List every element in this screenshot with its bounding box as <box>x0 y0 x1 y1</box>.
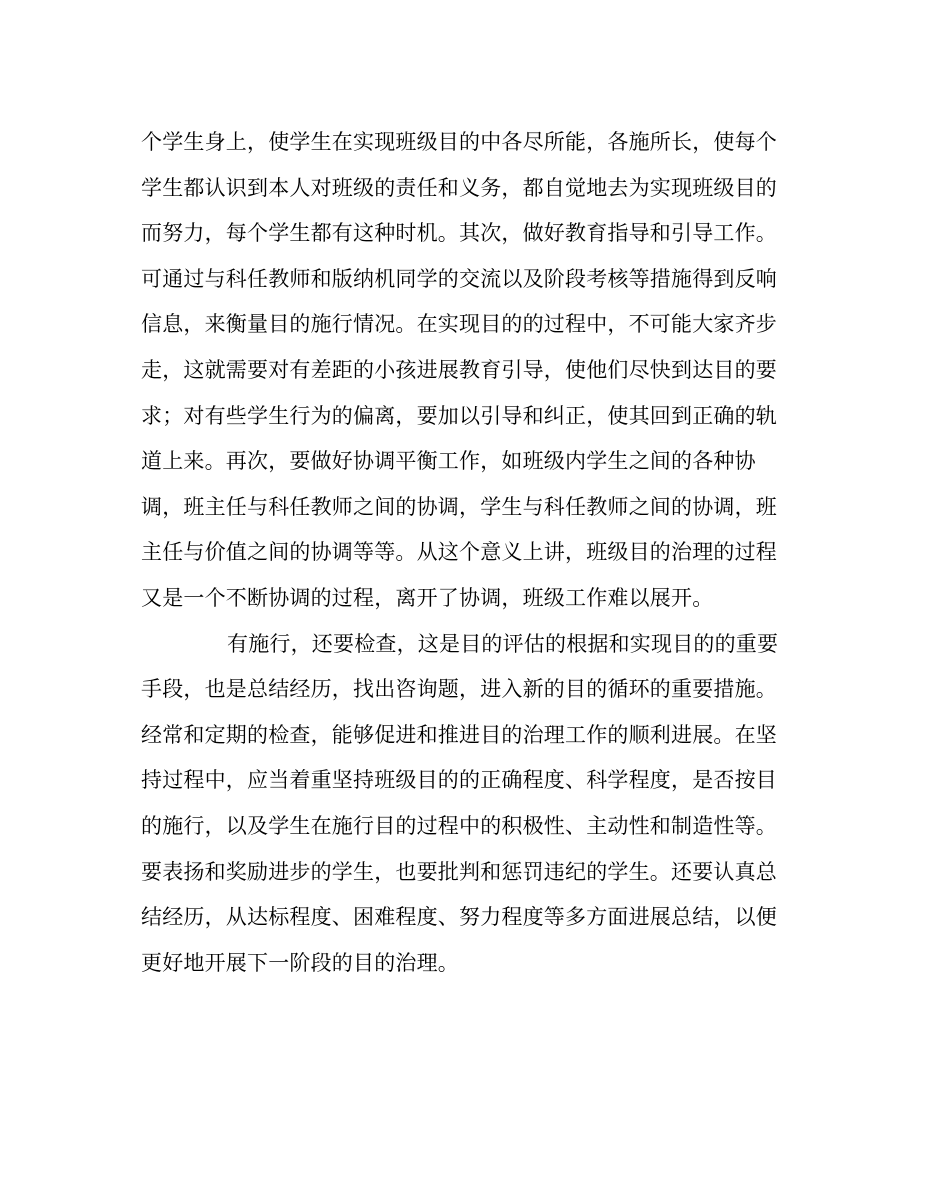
text-line: 主任与价值之间的协调等等。从这个意义上讲，班级目的治理的过程 <box>141 540 777 565</box>
text-line: 要表扬和奖励进步的学生，也要批判和惩罚违纪的学生。还要认真总 <box>141 859 777 884</box>
text-line: 个学生身上，使学生在实现班级目的中各尽所能，各施所长，使每个 <box>141 130 777 154</box>
text-line: 经常和定期的检查，能够促进和推进目的治理工作的顺利进展。在坚 <box>141 722 777 747</box>
text-line: 信息，来衡量目的施行情况。在实现目的的过程中，不可能大家齐步 <box>141 312 777 337</box>
text-line: 可通过与科任教师和版纳机同学的交流以及阶段考核等措施得到反响 <box>141 266 777 291</box>
text-line: 更好地开展下一阶段的目的治理。 <box>141 950 459 975</box>
text-line: 结经历，从达标程度、困难程度、努力程度等多方面进展总结，以便 <box>141 905 777 930</box>
text-line: 道上来。再次，要做好协调平衡工作，如班级内学生之间的各种协 <box>141 449 756 474</box>
text-line: 又是一个不断协调的过程，离开了协调，班级工作难以展开。 <box>141 585 714 610</box>
text-line: 持过程中，应当着重坚持班级目的的正确程度、科学程度，是否按目 <box>141 768 777 793</box>
text-line: 走，这就需要对有差距的小孩进展教育引导，使他们尽快到达目的要 <box>141 357 777 382</box>
text-line: 手段，也是总结经历，找出咨询题，进入新的目的循环的重要措施。 <box>141 677 777 702</box>
paragraph <box>141 120 821 622</box>
text-line: 有施行，还要检查，这是目的评估的根据和实现目的的重要 <box>227 631 779 656</box>
paragraph <box>141 622 821 987</box>
text-line: 求；对有些学生行为的偏离，要加以引导和纠正，使其回到正确的轨 <box>141 403 777 428</box>
text-line: 学生都认识到本人对班级的责任和义务，都自觉地去为实现班级目的 <box>141 175 777 200</box>
text-line: 而努力，每个学生都有这种时机。其次，做好教育指导和引导工作。 <box>141 221 777 246</box>
document-body <box>141 120 821 986</box>
text-line: 的施行，以及学生在施行目的过程中的积极性、主动性和制造性等。 <box>141 813 777 838</box>
text-line: 调，班主任与科任教师之间的协调，学生与科任教师之间的协调，班 <box>141 494 777 519</box>
